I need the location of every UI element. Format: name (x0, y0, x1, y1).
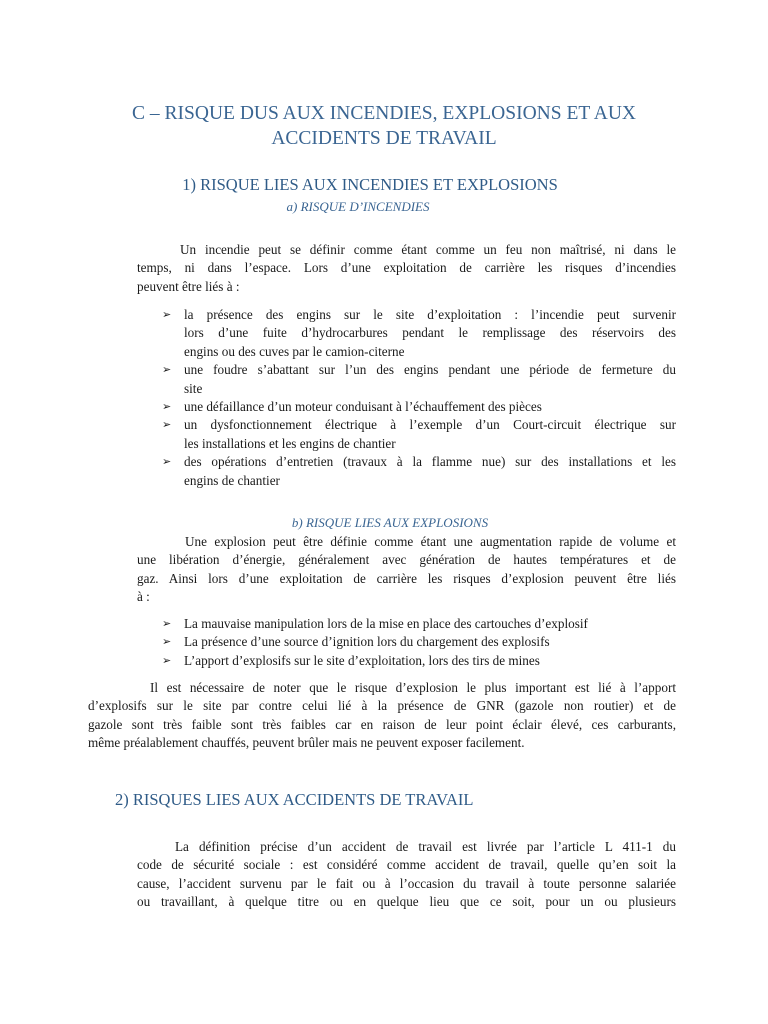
title-line: ACCIDENTS DE TRAVAIL (271, 128, 497, 149)
text-line: La présence d’une source d’ignition lors du chargement des explosifs (184, 634, 550, 650)
text-line: La mauvaise manipulation lors de la mise en place des cartouches d’explosif (184, 616, 588, 631)
text-line: site (184, 380, 203, 396)
arrow-bullet-icon: ➢ (162, 456, 172, 469)
text-line: un dysfonctionnement électrique à l’exemple d’un Court-circuit électrique sur (184, 417, 676, 433)
text-line: une défaillance d’un moteur conduisant à l’échauffement des pièces (184, 399, 542, 414)
text-line: gaz. Ainsi lors d’une exploitation de carrière les risques d’explosion peuvent être liés (137, 570, 676, 586)
accident-paragraph (137, 838, 676, 912)
text-line: ou travaillant, à quelque titre ou en quelque lieu que ce soit, pour un ou plusieurs (137, 894, 676, 910)
arrow-bullet-icon: ➢ (162, 618, 172, 630)
bullet-item (162, 615, 676, 633)
text-line: code de sécurité sociale : est considéré comme accident de travail, quelle qu’en soit la (137, 857, 676, 873)
bullet-item (162, 453, 676, 490)
subsection-b-heading: b) RISQUE LIES AUX EXPLOSIONS (291, 515, 489, 530)
bullet-item (162, 306, 676, 361)
text-line: Un incendie peut se définir comme étant comme un feu non maîtrisé, ni dans le (180, 242, 676, 257)
intro-paragraph (137, 241, 676, 296)
arrow-bullet-icon: ➢ (162, 419, 172, 432)
text-line: lors d’une fuite d’hydrocarbures pendant le remplissage des réservoirs des (184, 325, 676, 341)
text-line: Une explosion peut être définie comme étant une augmentation rapide de volume et (185, 534, 676, 549)
text-line: gazole sont très faible sont très faibles car en raison de leur point éclair élevé, ces carburants, (88, 716, 676, 732)
text-line: Il est nécessaire de noter que le risque d’explosion le plus important est lié à l’apport (150, 680, 676, 695)
section-2-heading: 2) RISQUES LIES AUX ACCIDENTS DE TRAVAIL (115, 790, 474, 809)
text-line: peuvent être liés à : (137, 278, 240, 294)
text-line: une foudre s’abattant sur l’un des engins pendant une période de fermeture du (184, 362, 676, 378)
arrow-bullet-icon: ➢ (162, 364, 172, 377)
text-line: engins de chantier (184, 472, 280, 488)
document-title (0, 101, 768, 151)
text-line: même préalablement chauffés, peuvent brûler mais ne peuvent exposer facilement. (88, 735, 525, 751)
arrow-bullet-icon: ➢ (162, 401, 172, 413)
note-paragraph (88, 679, 676, 753)
text-line: la présence des engins sur le site d’exploitation : l’incendie peut survenir (184, 307, 676, 322)
bullet-item (162, 416, 676, 453)
section-1-heading: 1) RISQUE LIES AUX INCENDIES ET EXPLOSIONS (182, 175, 558, 194)
arrow-bullet-icon: ➢ (162, 654, 172, 667)
text-line: des opérations d’entretien (travaux à la flamme nue) sur des installations et les (184, 454, 676, 470)
text-line: L’apport d’explosifs sur le site d’exploitation, lors des tirs de mines (184, 652, 540, 668)
subsection-a-heading: a) RISQUE D’INCENDIES (286, 199, 430, 214)
text-line: engins ou des cuves par le camion-citerne (184, 343, 405, 359)
text-line: à : (137, 589, 150, 605)
bullet-item (162, 398, 676, 416)
title-line: C – RISQUE DUS AUX INCENDIES, EXPLOSIONS ET AUX (132, 103, 636, 124)
text-line: une libération d’énergie, généralement avec génération de hautes températures et de (137, 552, 676, 568)
bullet-item (162, 633, 676, 651)
arrow-bullet-icon: ➢ (162, 309, 172, 321)
text-line: temps, ni dans l’espace. Lors d’une exploitation de carrière les risques d’incendies (137, 260, 676, 276)
text-line: cause, l’accident survenu par le fait ou à l’occasion du travail à toute personne salariée (137, 875, 676, 891)
explosion-paragraph (137, 533, 676, 607)
bullet-item (162, 361, 676, 398)
bullet-item (162, 652, 676, 670)
text-line: d’explosifs sur le site par contre celui lié à la présence de GNR (gazole non routier) et de (88, 698, 676, 714)
text-line: les installations et les engins de chantier (184, 435, 396, 451)
text-line: La définition précise d’un accident de travail est livrée par l’article L 411-1 du (175, 839, 676, 854)
arrow-bullet-icon: ➢ (162, 636, 172, 649)
